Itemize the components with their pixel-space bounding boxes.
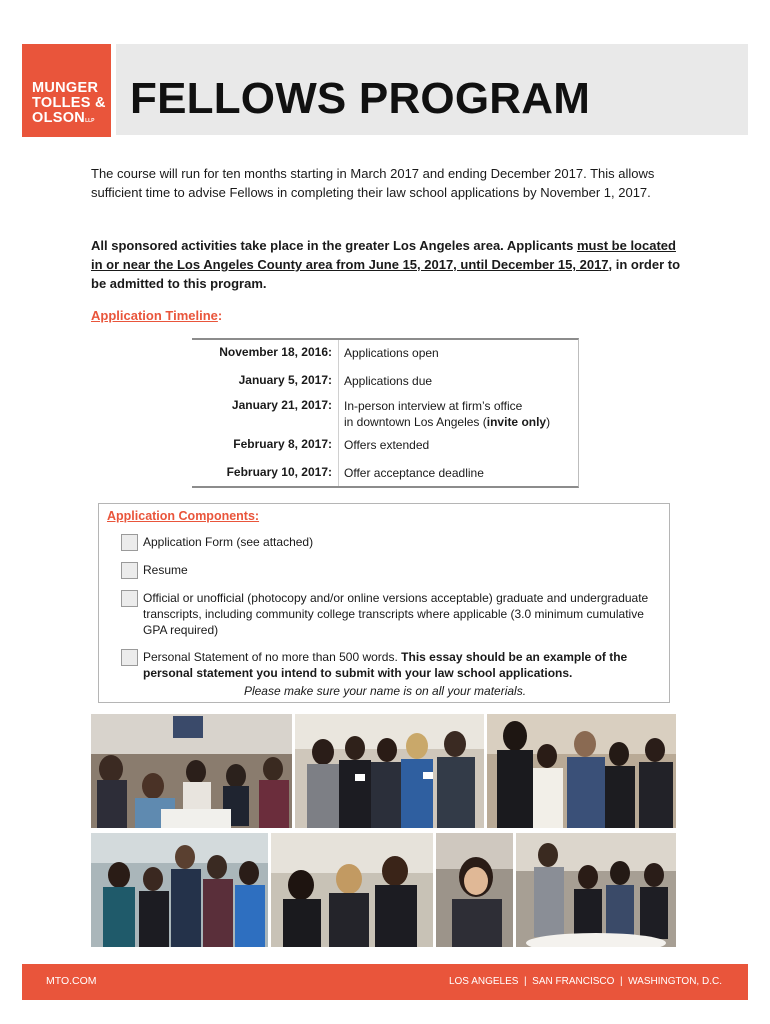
timeline-event-bold: invite only	[486, 415, 547, 429]
firm-logo	[22, 44, 111, 137]
timeline-heading-colon: :	[217, 308, 223, 323]
logo-llp: LLP	[85, 118, 95, 124]
timeline-event: Offer acceptance deadline	[344, 466, 484, 480]
timeline-event: Offers extended	[344, 438, 430, 452]
logo-olson: OLSON	[32, 110, 86, 126]
photo-trio-portrait	[271, 833, 433, 947]
timeline-event-end: )	[546, 415, 551, 429]
photo-group-reception	[487, 714, 676, 828]
requirement-underlined: must be located in or near the Los Angeles County area from June 15, 2017, until December 15, 2017,	[91, 238, 676, 272]
timeline-date: February 8, 2017:	[233, 437, 332, 451]
timeline-event-line-1: In-person interview at firm’s office	[344, 399, 523, 413]
materials-note: Please make sure your name is on all your materials.	[243, 684, 527, 698]
requirement-part-2: in order to be admitted to this program.	[91, 257, 681, 291]
component-text-plain: Personal Statement of no more than 500 words.	[143, 650, 402, 664]
photo-woman-smiling-image	[436, 833, 513, 947]
checkbox[interactable]	[121, 590, 138, 607]
page-title: FELLOWS PROGRAM	[130, 74, 591, 123]
photo-group-smiling-image	[91, 833, 268, 947]
logo-line-2: TOLLES &	[32, 95, 106, 111]
logo-line-1: MUNGER	[32, 80, 99, 96]
component-text: Official or unofficial (photocopy and/or online versions acceptable) graduate and undergraduate transcripts, including community college transcripts where applicable (3.0 minimum cumulative GPA required)	[143, 591, 649, 637]
footer-bar	[22, 964, 748, 1000]
checkbox[interactable]	[121, 649, 138, 666]
timeline-table	[192, 338, 579, 488]
timeline-heading-label: Application Timeline	[91, 308, 218, 323]
component-text-emphasis: This essay should be an example of the personal statement you intend to submit with your law school applications.	[143, 650, 628, 680]
components-heading: Application Components:	[107, 509, 260, 523]
timeline-date: February 10, 2017:	[226, 465, 332, 479]
title-band	[116, 44, 748, 135]
requirement-part-1: All sponsored activities take place in the greater Los Angeles area. Applicants	[91, 238, 577, 253]
photo-group-dinner-image	[516, 833, 676, 947]
logo-line-3	[32, 111, 111, 129]
timeline-event: Applications open	[344, 346, 439, 360]
timeline-date: November 18, 2016:	[219, 345, 332, 359]
timeline-date: January 21, 2017:	[231, 398, 332, 412]
footer-website-link[interactable]: MTO.COM	[46, 975, 97, 987]
photo-group-dinner	[516, 833, 676, 947]
checkbox[interactable]	[121, 562, 138, 579]
application-components-box	[98, 503, 670, 703]
photo-group-smiling	[91, 833, 268, 947]
photo-woman-smiling	[436, 833, 513, 947]
timeline-event	[344, 398, 550, 430]
photo-group-fellows-women-image	[295, 714, 484, 828]
footer-offices: LOS ANGELES | SAN FRANCISCO | WASHINGTON, D.C.	[448, 976, 722, 987]
timeline-heading	[91, 308, 222, 323]
component-text: Application Form (see attached)	[143, 535, 314, 549]
timeline-date: January 5, 2017:	[238, 373, 332, 387]
timeline-divider	[338, 340, 339, 486]
photo-group-seminar	[91, 714, 292, 828]
component-text: Resume	[143, 563, 188, 577]
photo-group-seminar-image	[91, 714, 292, 828]
timeline-event: Applications due	[344, 374, 433, 388]
photo-group-fellows-women	[295, 714, 484, 828]
timeline-event-line-2: in downtown Los Angeles (	[344, 415, 487, 429]
intro-paragraph: The course will run for ten months starting in March 2017 and ending December 2017. This allows sufficient time to advise Fellows in completing their law school applications by November 1, 2017.	[91, 166, 655, 200]
checkbox[interactable]	[121, 534, 138, 551]
photo-group-reception-image	[487, 714, 676, 828]
location-requirement	[91, 236, 691, 293]
photo-trio-portrait-image	[271, 833, 433, 947]
component-text	[143, 649, 653, 681]
